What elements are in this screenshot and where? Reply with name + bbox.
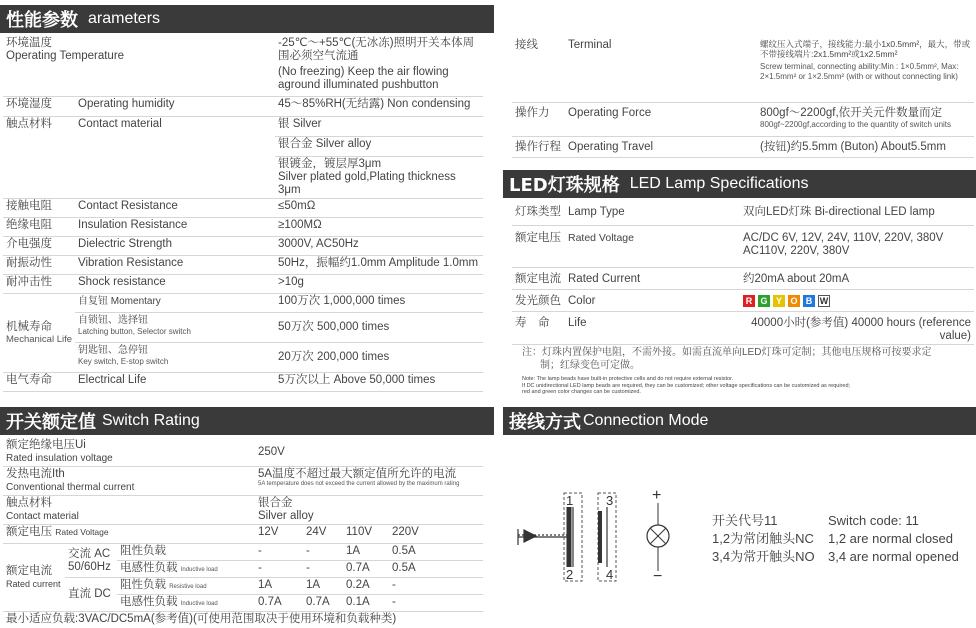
plus-sign: + (652, 487, 662, 504)
table-row (512, 289, 974, 311)
no-zh: 3,4为常开触头NO (712, 549, 815, 564)
load-zh: 阻性负载 (120, 545, 166, 557)
wiring-diagram (512, 485, 692, 585)
value-en: 5A temperature does not exceed the current allowed by the maximum rating (258, 481, 460, 487)
row-value: ≥100MΩ (275, 217, 483, 236)
table-row (512, 205, 974, 225)
row-value: (按钮)约5.5mm (Buton) About5.5mm (757, 136, 974, 157)
load-zh: 阻性负载 (120, 579, 166, 591)
color-badge: R (743, 295, 755, 307)
value-zh: 银合金 (258, 497, 293, 509)
actuator-symbol (518, 529, 570, 545)
rating-cell: - (389, 595, 483, 612)
table-row (3, 467, 483, 496)
row-value: ≤50mΩ (275, 198, 483, 217)
value-line1: AC/DC 6V, 12V, 24V, 110V, 220V, 380V (743, 231, 944, 244)
row-label-en: Operating Force (565, 102, 757, 136)
value-zh: 螺纹压入式端子，接线能力:最小1x0.5mm²，最大，带或不带接线端片:2x1.5mm²或1x2.5mm² (760, 39, 971, 59)
voltage-header: 24V (303, 525, 343, 544)
mech-label-en: Mechanical Life (6, 333, 73, 345)
rating-cell: 1A (343, 544, 389, 561)
table-row (512, 225, 974, 267)
rating-cell: - (303, 561, 343, 578)
note-line: 制；红绿变色可定做。 (540, 360, 640, 371)
value-en: Screw terminal, connecting ability:Min : 1×0.5mm², Max: 2×1.5mm² or 1×2.5mm² (with or without connecting link) (760, 62, 959, 81)
row-label-en: Operating Temperature (6, 50, 125, 62)
rc-label-zh: 额定电流 (6, 564, 52, 577)
switch-code-block (712, 512, 959, 566)
led-table (512, 205, 974, 345)
no-en: 3,4 are normal opened (828, 549, 959, 564)
row-label-zh: 介电强度 (3, 236, 75, 255)
code-line (712, 512, 959, 530)
value-zh: 银镀金，镀层厚3μm (278, 157, 382, 170)
rating-cell: - (303, 544, 343, 561)
row-label-zh: 触点材料 (6, 497, 52, 509)
perf-title-zh: 性能参数 (6, 10, 78, 31)
row-value: 250V (255, 438, 483, 467)
table-row (512, 311, 974, 344)
table-row (3, 274, 483, 293)
table-row (3, 156, 483, 198)
terminal-4: 4 (606, 567, 614, 582)
row-label-en: Contact Resistance (75, 198, 275, 217)
load-en: Inductive load (180, 567, 218, 573)
nc-zh: 1,2为常闭触头NC (712, 531, 814, 546)
led-title-zh: LED灯珠规格 (509, 175, 620, 196)
table-row (512, 136, 974, 157)
row-value: 45～85%RH(无结露) Non condensing (275, 96, 483, 116)
rating-cell: - (389, 578, 483, 595)
value-en: (No freezing) Keep the air flowing aground illuminated pushbutton (278, 66, 449, 91)
rating-cell: 0.1A (343, 595, 389, 612)
min-load-note: 最小适应负载:3VAC/DC5mA(参考值)(可使用范围取决于使用环境和负载种类) (3, 612, 483, 628)
row-value: 双向LED灯珠 Bi-directional LED lamp (740, 205, 974, 225)
color-badge: O (788, 295, 800, 307)
value-en: 800gf~2200gf,according to the quantity of switch units (760, 119, 952, 129)
row-label-en: Insulation Resistance (75, 217, 275, 236)
note-line: Note: The lamp beads have built-in protective cells and do not require external resistor. (522, 376, 734, 382)
table-row (3, 612, 483, 628)
color-badge: Y (773, 295, 785, 307)
code-en: Switch code: 11 (828, 513, 919, 528)
load-en: Inductive load (180, 601, 218, 607)
rating-header (0, 407, 494, 435)
table-row (3, 342, 483, 372)
mech-spec-table (512, 38, 974, 158)
color-badge: G (758, 295, 770, 307)
rating-title-en: Switch Rating (102, 412, 200, 429)
table-row (3, 96, 483, 116)
row-value: 银 Silver (275, 116, 483, 136)
note-line: 注：灯珠内置保护电阻，不需外接。如需直流单向LED灯珠可定制；其他电压规格可按要求定 (522, 347, 932, 358)
row-label-zh: 发热电流Ith (6, 468, 65, 480)
rating-cell: 1A (303, 578, 343, 595)
led-title-en: LED Lamp Specifications (629, 175, 809, 192)
conn-header (503, 407, 976, 435)
row-value: >10g (275, 274, 483, 293)
table-row (3, 438, 483, 467)
row-label-en: Conventional thermal current (6, 482, 135, 493)
ac-freq: 50/60Hz (68, 560, 111, 573)
row-label-en: Electrical Life (75, 372, 275, 391)
rating-cell: 0.7A (303, 595, 343, 612)
mech-sub-value: 50万次 500,000 times (275, 312, 483, 342)
conn-title-en: Connection Mode (583, 412, 709, 429)
row-label-en: Operating Travel (565, 136, 757, 157)
table-row (3, 525, 483, 544)
row-label-zh: 绝缘电阻 (3, 217, 75, 236)
table-row (3, 236, 483, 255)
row-label-zh: 操作行程 (512, 136, 565, 157)
table-row (3, 116, 483, 136)
mech-sub-label-en: Key switch, E-stop switch (78, 356, 169, 366)
row-label-en: Color (565, 289, 740, 311)
row-label-en: Rated insulation voltage (6, 453, 113, 464)
perf-table (3, 36, 483, 392)
nc-en: 1,2 are normal closed (828, 531, 954, 546)
table-row (3, 198, 483, 217)
table-row (3, 136, 483, 156)
row-label-en: Operating humidity (75, 96, 275, 116)
minus-sign: − (653, 568, 663, 585)
row-label-zh: 灯珠类型 (512, 205, 565, 225)
table-row (512, 102, 974, 136)
no-line (712, 548, 959, 566)
row-value: 40000小时(参考值) 40000 hours (reference value) (740, 311, 974, 344)
row-label-zh: 耐冲击性 (3, 274, 75, 293)
row-label-zh: 发光颜色 (512, 289, 565, 311)
table-row (3, 36, 483, 96)
row-value: 银合金 Silver alloy (275, 136, 483, 156)
table-row (3, 544, 483, 561)
mech-sub-value: 20万次 200,000 times (275, 342, 483, 372)
rating-cell: - (255, 561, 303, 578)
nc-line (712, 530, 959, 548)
table-row (3, 217, 483, 236)
terminal-1: 1 (566, 493, 574, 508)
table-row (3, 496, 483, 525)
load-en: Resistive load (169, 584, 207, 590)
rating-table (3, 438, 483, 628)
rating-cell: 0.5A (389, 561, 483, 578)
row-label-zh: 耐振动性 (3, 255, 75, 274)
row-label-en: Rated Current (565, 267, 740, 289)
table-row (512, 267, 974, 289)
mech-sub-label: 钥匙钮、急停钮 (78, 344, 149, 356)
row-value: 3000V, AC50Hz (275, 236, 483, 255)
terminal-3: 3 (606, 493, 614, 508)
row-label-zh: 操作力 (512, 102, 565, 136)
value-zh: 800gf～2200gf,依开关元件数量而定 (760, 106, 943, 119)
row-value: 约20mA about 20mA (740, 267, 974, 289)
dc-label: 直流 DC (65, 578, 117, 612)
row-label-en: Rated Voltage (565, 225, 740, 267)
table-row (3, 372, 483, 391)
conn-title-zh: 接线方式 (509, 412, 581, 433)
row-value: 50Hz，振幅约1.0mm Amplitude 1.0mm (275, 255, 483, 274)
row-label-en: Contact material (78, 117, 162, 130)
mech-label-zh: 机械寿命 (6, 320, 52, 333)
rc-label-en: Rated current (6, 578, 61, 589)
value-en: Silver alloy (258, 510, 314, 522)
row-label-en: Terminal (565, 38, 757, 102)
led-header (503, 170, 976, 198)
rating-cell: 0.5A (389, 544, 483, 561)
row-label-zh: 额定电压 (6, 526, 52, 538)
value-zh: 5A温度不超过最大额定值所允许的电流 (258, 468, 457, 480)
color-badges (740, 289, 974, 311)
led-note-zh (522, 346, 952, 372)
value-zh: -25℃～+55℃(无冰冻)照明开关本体周围必须空气流通 (278, 37, 475, 62)
rating-title-zh: 开关额定值 (6, 412, 96, 433)
table-row (512, 38, 974, 102)
row-label-en: Dielectric Strength (75, 236, 275, 255)
perf-header (0, 5, 494, 33)
note-line: red and green color changes can be customized. (522, 389, 641, 395)
row-label-en: Vibration Resistance (75, 255, 275, 274)
load-zh: 电感性负载 (120, 562, 178, 574)
mech-sub-value: 100万次 1,000,000 times (275, 293, 483, 312)
row-label-zh: 电气寿命 (3, 372, 75, 391)
rating-cell: 0.2A (343, 578, 389, 595)
load-zh: 电感性负载 (120, 596, 178, 608)
value-en: Silver plated gold,Plating thickness 3μm (278, 170, 456, 196)
mech-sub-label-en: Latching button, Selector switch (78, 326, 191, 336)
value-line2: AC110V, 220V, 380V (743, 244, 850, 257)
row-label-zh: 额定电流 (512, 267, 565, 289)
row-value: 5万次以上 Above 50,000 times (275, 372, 483, 391)
row-label-zh: 额定电压 (512, 225, 565, 267)
row-label-en: Lamp Type (565, 205, 740, 225)
row-label-zh: 环境温度 (6, 37, 52, 49)
voltage-header: 12V (255, 525, 303, 544)
note-line: If DC unidirectional LED lamp beads are required, they can be customized; other voltage specifications can be customized as required; (522, 382, 851, 389)
row-label-zh: 环境湿度 (3, 96, 75, 116)
table-row (3, 578, 483, 595)
voltage-header: 110V (343, 525, 389, 544)
perf-title-en: arameters (88, 10, 161, 27)
color-badge: B (803, 295, 815, 307)
color-badge: W (819, 295, 829, 306)
table-row (3, 312, 483, 342)
rating-cell: - (255, 544, 303, 561)
voltage-header: 220V (389, 525, 483, 544)
table-row (3, 255, 483, 274)
ac-label: 交流 AC (68, 547, 111, 560)
row-label-zh: 接触电阻 (3, 198, 75, 217)
row-label-zh: 接线 (512, 38, 565, 102)
row-label-zh: 触点材料 (6, 117, 52, 130)
row-label-en: Life (565, 311, 740, 344)
rating-cell: 0.7A (343, 561, 389, 578)
row-label-en: Contact material (6, 511, 79, 522)
rating-cell: 1A (255, 578, 303, 595)
mech-sub-label: 自复钮 Momentary (75, 293, 275, 312)
code-zh: 开关代号11 (712, 513, 778, 528)
row-label-en: Shock resistance (75, 274, 275, 293)
table-row (3, 293, 483, 312)
terminal-2: 2 (566, 567, 574, 582)
mech-sub-label: 自锁钮、选择钮 (78, 314, 149, 326)
row-label-en: Rated Voltage (55, 527, 109, 537)
row-label-zh: 寿 命 (512, 311, 565, 344)
rating-cell: 0.7A (255, 595, 303, 612)
led-note-en (522, 376, 962, 396)
row-label-zh: 额定绝缘电压Ui (6, 439, 86, 451)
